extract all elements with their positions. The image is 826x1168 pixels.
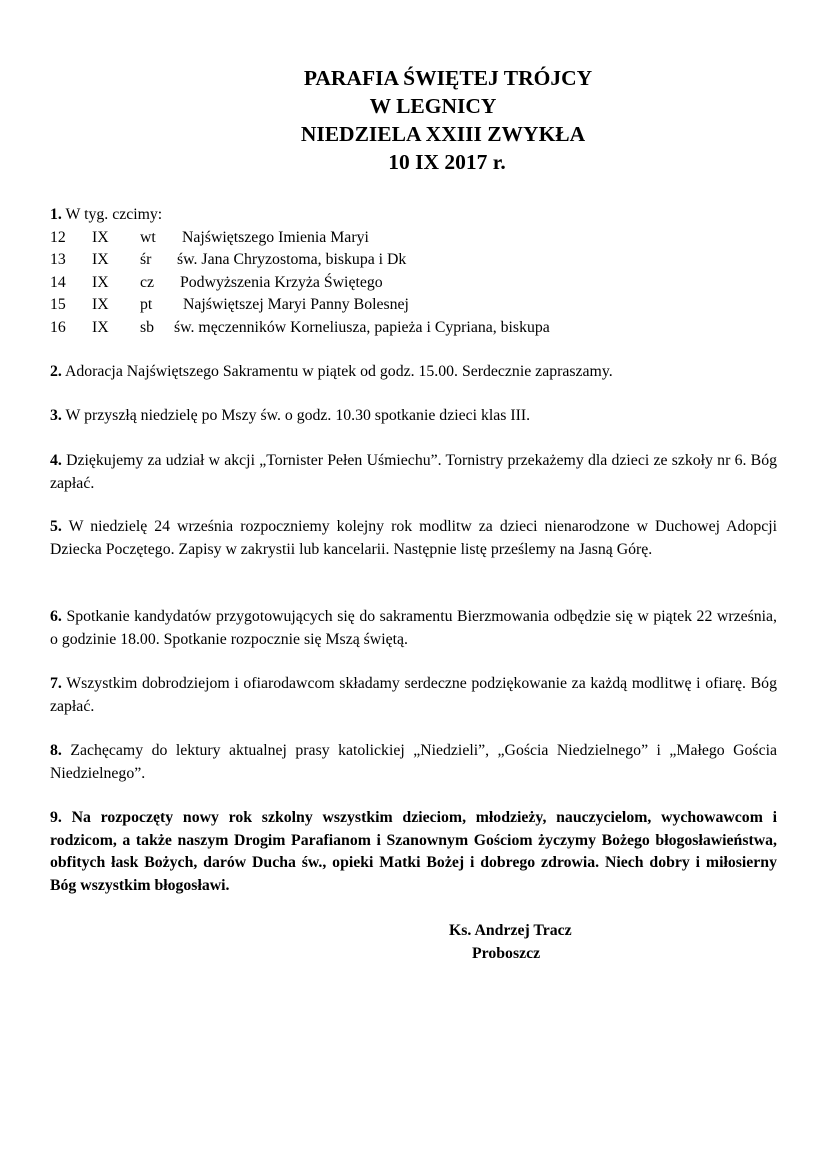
document-header	[0, 64, 826, 176]
announcement-number: 9.	[50, 809, 62, 826]
announcement-text: Wszystkim dobrodziejom i ofiarodawcom składamy serdeczne podziękowanie za każdą modlitwę i ofiarę. Bóg zapłać.	[50, 675, 777, 715]
announcement-3	[50, 405, 777, 428]
header-parish: PARAFIA ŚWIĘTEJ TRÓJCY	[303, 66, 593, 90]
feast-weekday: pt	[140, 296, 153, 313]
signature-block	[449, 920, 572, 965]
announcement-text: W tyg. czcimy:	[65, 206, 163, 223]
feast-month: IX	[92, 273, 109, 291]
announcement-2	[50, 361, 777, 384]
feast-month: IX	[92, 318, 109, 336]
feast-weekday: śr	[140, 251, 152, 268]
feast-day: 16	[50, 318, 66, 336]
feast-weekday: wt	[140, 228, 156, 246]
feast-month: IX	[92, 228, 109, 246]
feast-row	[50, 317, 780, 340]
feast-name: Najświętszej Maryi Panny Bolesnej	[183, 296, 409, 313]
announcement-1	[50, 204, 780, 339]
header-date: 10 IX 2017 r.	[388, 150, 506, 174]
feast-name: św. Jana Chryzostoma, biskupa i Dk	[177, 251, 407, 268]
announcement-number: 7.	[50, 675, 62, 692]
announcement-number: 1.	[50, 206, 62, 223]
announcement-number: 3.	[50, 407, 62, 424]
announcement-number: 2.	[50, 363, 62, 380]
feast-row	[50, 294, 780, 317]
announcement-text: W niedzielę 24 września rozpoczniemy kolejny rok modlitw za dzieci nienarodzone w Duchowej Adopcji Dziecka Poczętego. Zapisy w zakrystii lub kancelarii. Następnie listę prześlemy na Jasną Górę.	[50, 518, 778, 558]
feast-row	[50, 272, 780, 295]
feast-month: IX	[92, 251, 109, 268]
feast-month: IX	[92, 296, 109, 313]
announcement-text: W przyszłą niedzielę po Mszy św. o godz. 10.30 spotkanie dzieci klas III.	[65, 407, 531, 424]
announcement-text: Na rozpoczęty nowy rok szkolny wszystkim dzieciom, młodzieży, nauczycielom, wychowawcom i rodzicom, a także naszym Drogim Parafianom i Szanownym Gościom życzymy Bożego błogosławieństwa, obfitych łask Bożych, darów Ducha św., opieki Matki Bożej i dobrego zdrowia. Niech dobry i miłosierny Bóg wszystkim błogosławi.	[50, 809, 777, 894]
announcement-4	[50, 450, 777, 495]
feast-name: Najświętszego Imienia Maryi	[182, 228, 369, 246]
signature-role: Proboszcz	[472, 944, 541, 962]
announcement-number: 6.	[50, 608, 62, 625]
feast-day: 12	[50, 228, 66, 246]
announcement-6	[50, 606, 777, 651]
announcement-number: 4.	[50, 452, 62, 469]
feast-row	[50, 227, 780, 250]
signature-name: Ks. Andrzej Tracz	[449, 922, 572, 939]
announcement-number: 5.	[50, 518, 62, 535]
announcement-9	[50, 807, 777, 897]
feast-name: Podwyższenia Krzyża Świętego	[180, 273, 383, 291]
feast-day: 13	[50, 251, 66, 268]
feast-weekday: cz	[140, 273, 155, 291]
feast-weekday: sb	[140, 318, 155, 336]
announcement-7	[50, 673, 777, 718]
announcement-text: Spotkanie kandydatów przygotowujących się do sakramentu Bierzmowania odbędzie się w piątek 22 września, o godzinie 18.00. Spotkanie rozpocznie się Mszą świętą.	[50, 608, 778, 648]
announcement-8	[50, 740, 777, 785]
announcement-text: Adoracja Najświętszego Sakramentu w piątek od godz. 15.00. Serdecznie zapraszamy.	[64, 363, 613, 380]
announcement-text: Dziękujemy za udział w akcji „Tornister Pełen Uśmiechu”. Tornistry przekażemy dla dzieci ze szkoły nr 6. Bóg zapłać.	[50, 452, 777, 492]
feast-day: 14	[50, 273, 66, 291]
announcement-text: Zachęcamy do lektury aktualnej prasy katolickiej „Niedzieli”, „Gościa Niedzielnego” i „Małego Gościa Niedzielnego”.	[50, 742, 777, 782]
header-sunday: NIEDZIELA XXIII ZWYKŁA	[300, 122, 586, 146]
feast-day: 15	[50, 296, 66, 313]
announcement-5	[50, 516, 777, 561]
feast-name: św. męczenników Korneliusza, papieża i Cypriana, biskupa	[174, 318, 550, 336]
feast-row	[50, 249, 780, 272]
header-city: W LEGNICY	[369, 94, 497, 118]
announcement-number: 8.	[50, 742, 62, 759]
